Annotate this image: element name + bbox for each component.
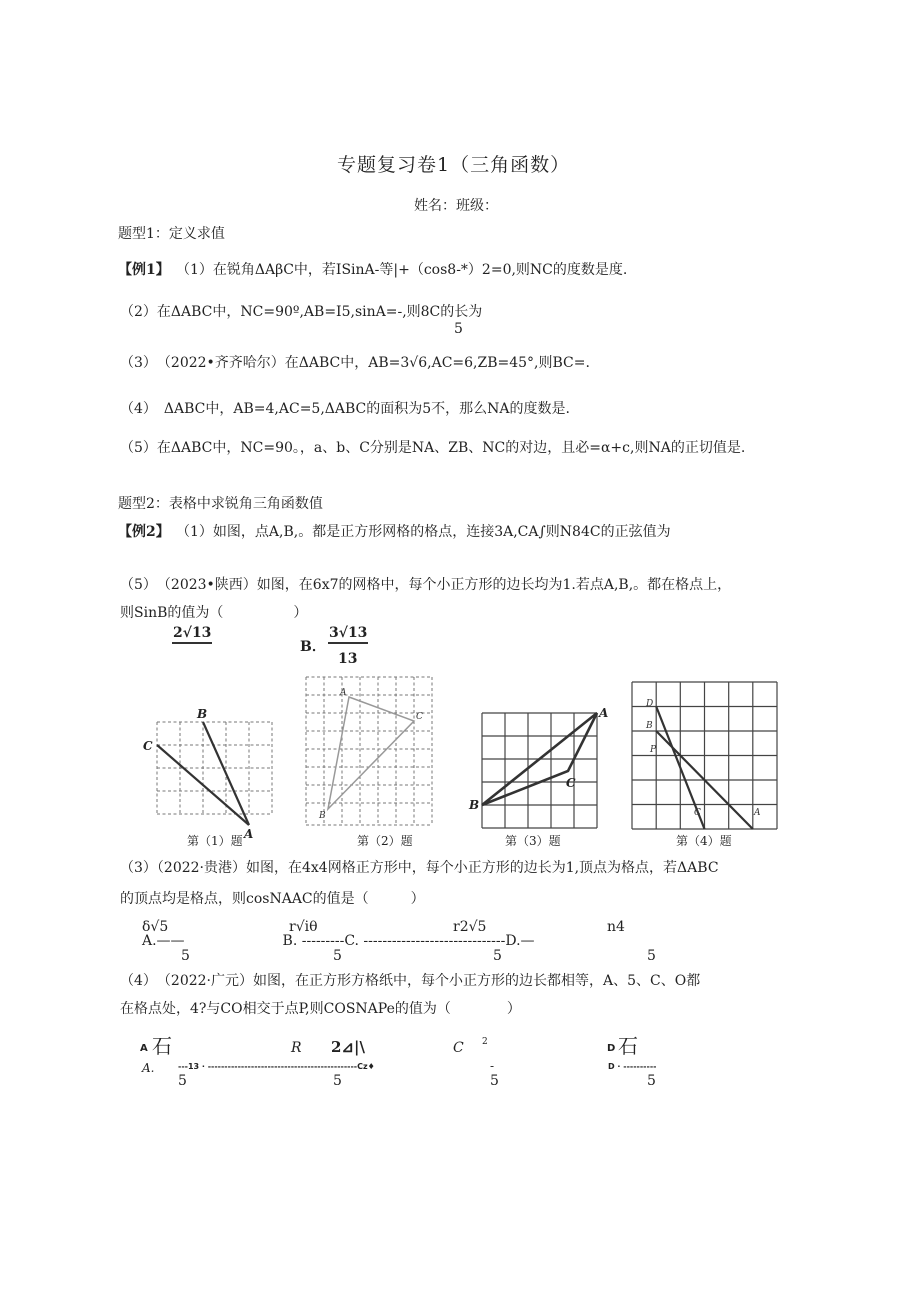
example1-q5: （5）在ΔABC中，NC=90。，a、b、C分别是NA、ZB、NC的对边，且必=α+c,则NA的正切值是. [120,440,746,456]
option-b-denominator: 13 [338,651,358,667]
question4-options-line: ---13 · ---------------------------------------------Cz♦ [178,1062,375,1071]
question3-options-line: A.—— B. ---------C. ------------------------------D.— [142,933,535,949]
figure-4-grid [632,682,777,829]
figure-1-caption: 第（1）题 [187,834,243,848]
example1-q2-denominator: 5 [454,321,463,337]
question4-options-line-c: - [490,1059,495,1073]
figure-2-label-c: C [416,712,423,722]
question4-option-a-glyph: 石 [152,1034,172,1058]
question3-option-d-top: n4 [607,919,625,935]
question4-option-b-mark: R [291,1040,302,1056]
figure-4-label-p: P [650,745,657,755]
example2-q5-line2: 则SinB的值为（ ） [120,605,308,621]
figure-2-label-a: A [340,688,347,698]
figure-4-label-d: D [646,699,654,709]
question3-option-b-denominator: 5 [333,948,342,964]
question4-option-a-denominator: 5 [178,1073,187,1089]
question4-option-b-denominator: 5 [333,1073,342,1089]
name-class-line: 姓名：班级： [414,198,498,214]
figure-4-label-b: B [646,721,653,731]
figure-4-caption: 第（4）题 [676,834,732,848]
figure-2-triangle [328,697,414,809]
question4-options-line-d: D · ---------- [608,1062,657,1071]
figure-4 [632,682,782,832]
question3-option-c-top: r2√5 [453,919,487,935]
example2-tag: 【例2】 [118,524,170,540]
example1-q4: （4） ΔABC中，AB=4,AC=5,ΔABC的面积为5不，那么NA的度数是. [120,401,570,417]
question3-option-a-top: δ√5 [142,919,169,935]
question4-line2: 在格点处，4?与CO相交于点P,则COSNAPe的值为（ ） [120,1001,521,1017]
option-a-fraction [172,625,212,644]
question4-line1: （4） （2022·广元）如图，在正方形方格纸中，每个小正方形的边长都相等，A、5、C、O都 [120,973,701,989]
figure-1-label-a: A [244,827,254,841]
figure-2-caption: 第（2）题 [357,834,413,848]
question4-option-d-glyph: 石 [618,1034,638,1058]
example1-q1: （1）在锐角ΔAβC中，若ISinA-等|+（cos8-*）2=0,则NC的度数是度. [176,262,628,278]
option-b-label: B． [300,639,326,655]
question4-option-c-denominator: 5 [490,1073,499,1089]
option-b-fraction [328,625,368,644]
question3-option-b-top: r√iθ [289,919,318,935]
page-title: 专题复习卷1（三角函数） [337,154,571,176]
figure-3 [469,706,609,833]
option-a-numerator: 2√13 [172,625,212,644]
example2-q5-line1: （5） （2023•陕西）如图，在6x7的网格中，每个小正方形的边长均为1.若点A,B,。都在格点上， [120,577,732,593]
figure-3-label-a: A [599,706,609,720]
example1-q2: （2）在ΔABC中，NC=90º,AB=I5,sinA=-,则8C的长为 [120,304,483,320]
figure-4-label-c: C [694,808,701,818]
figure-1-grid [157,722,272,814]
figure-2 [306,677,436,827]
question4-option-a-mark: A [140,1043,148,1054]
type2-heading: 题型2：表格中求锐角三角函数值 [118,496,323,512]
example1-tag: 【例1】 [118,262,170,278]
example1-q3: （3） （2022•齐齐哈尔）在ΔABC中，AB=3√6,AC=6,ZB=45°,则BC=. [120,355,590,371]
type1-heading: 题型1：定义求值 [118,226,225,242]
question4-option-b-glyph: 2⊿|\ [331,1038,365,1056]
question4-options-line-a: A. [142,1061,155,1075]
figure-1-label-b: B [197,707,208,721]
figure-3-label-b: B [469,798,480,812]
figure-3-label-c: C [566,776,576,790]
figure-4-label-a: A [754,808,761,818]
option-b-numerator: 3√13 [328,625,368,644]
figure-3-caption: 第（3）题 [505,834,561,848]
figure-1-segment-ba [203,722,249,825]
figure-2-grid [306,677,432,825]
question4-option-c-mark: C [453,1040,464,1056]
figure-1-label-c: C [143,739,153,753]
figure-3-grid [482,713,597,828]
question3-option-a-denominator: 5 [181,948,190,964]
example2-q1: （1）如图，点A,B,。都是正方形网格的格点，连接3A,CA∫则N84C的正弦值为 [176,524,671,540]
question3-line1: （3）（2022·贵港）如图，在4x4网格正方形中，每个小正方形的边长为1,顶点为格点，若ΔABC [120,860,719,876]
question4-option-c-sup: 2 [482,1037,488,1047]
figure-2-label-b: B [319,811,326,821]
question4-option-d-mark: D [607,1043,616,1054]
question3-option-c-denominator: 5 [493,948,502,964]
question3-line2: 的顶点均是格点，则cosNAAC的值是（ ） [120,891,425,907]
question4-option-d-denominator: 5 [647,1073,656,1089]
question3-option-d-denominator: 5 [647,948,656,964]
